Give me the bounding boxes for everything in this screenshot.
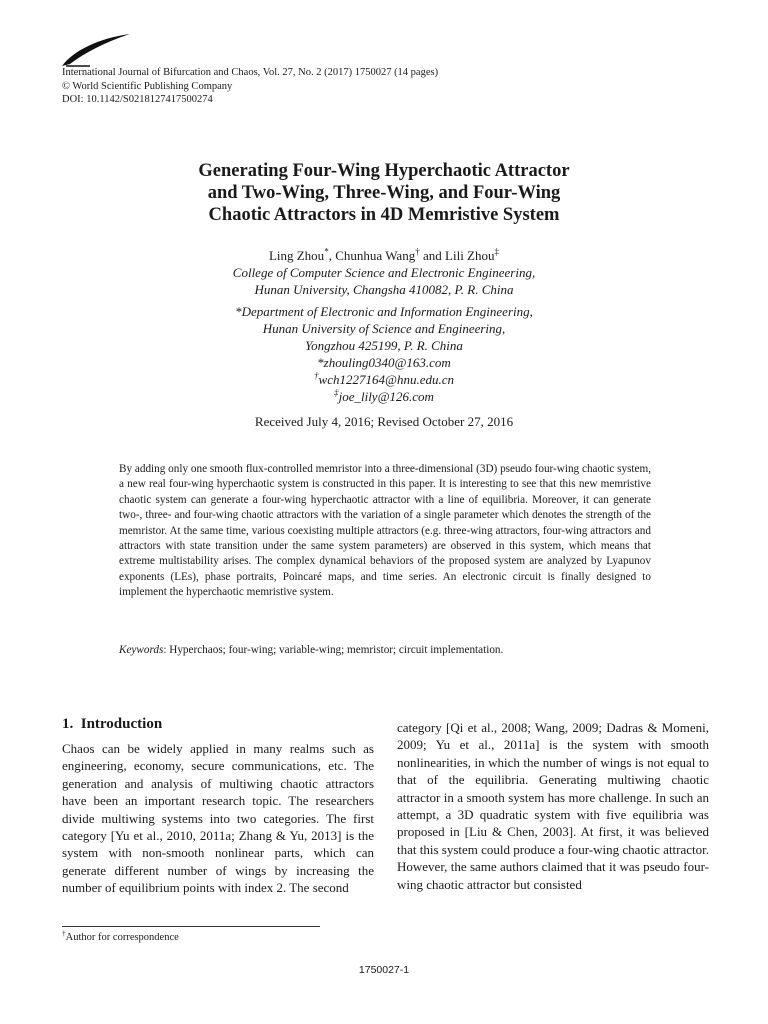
affiliation: *Department of Electronic and Information Engineering, [235,304,533,319]
title-line: Chaotic Attractors in 4D Memristive System [208,205,560,225]
affiliation: Hunan University, Changsha 410082, P. R. China [254,282,514,297]
authors-block [0,247,768,405]
affiliation: College of Computer Science and Electronic Engineering, [232,265,536,280]
section-heading [62,716,162,733]
affiliation: Yongzhou 425199, P. R. China [305,338,463,353]
journal-citation: International Journal of Bifurcation and Chaos, Vol. 27, No. 2 (2017) 1750027 (14 pages) [62,67,439,78]
journal-copyright: © World Scientific Publishing Company [62,80,233,92]
abstract [119,462,651,601]
email-address[interactable]: joe_lily@126.com [338,389,434,404]
footnote-divider [62,926,320,927]
email[interactable] [0,371,768,388]
journal-header [62,66,438,107]
author-name: Ling Zhou [268,248,325,263]
author-mark: * [324,246,329,257]
keywords-text: : Hyperchaos; four-wing; variable-wing; memristor; circuit implementation. [163,644,504,656]
received-dates: Received July 4, 2016; Revised October 27, 2016 [254,414,514,429]
journal-doi[interactable]: DOI: 10.1142/S0218127417500274 [62,94,213,105]
footnote-mark: † [62,928,66,938]
section-number: 1. [62,716,74,732]
footnote [62,928,179,943]
publisher-logo-icon [60,30,132,70]
email-mark: † [314,370,319,381]
email-mark: ‡ [334,387,339,398]
body-column-left: Chaos can be widely applied in many realms such as engineering, economy, secure communications, etc. The generation and analysis of multiwing chaotic attractors have been an important research topic. The researchers divide multiwing systems into two categories. The first category [Yu et al., 2010, 2011a; Zhang & Yu, 2013] is the system with non-smooth nonlinear parts, which can generate different number of wings by increasing the number of equilibrium points with index 2. The second [62,741,374,896]
author-name: Chunhua Wang [335,248,416,263]
title-line: and Two-Wing, Three-Wing, and Four-Wing [207,183,561,203]
author-mark: ‡ [494,246,500,257]
author-mark: † [415,246,420,257]
keywords [119,643,651,658]
footnote-text: Author for correspondence [65,932,179,943]
title-line: Generating Four-Wing Hyperchaotic Attractor [198,161,570,181]
abstract-text: By adding only one smooth flux-controlled memristor into a three-dimensional (3D) pseudo four-wing chaotic system, a new real four-wing hyperchaotic system is constructed in this paper. It is interesting to see that this new memristive chaotic system can generate a four-wing hyperchaotic attractor with a line of equilibria. Moreover, it can generate two-, three- and four-wing chaotic attractors with the variation of a single parameter which denotes the strength of the memristor. At the same time, various coexisting multiple attractors (e.g. three-wing attractors, four-wing attractors and attractors with state transition under the same system parameters) are observed in this system, which means that extreme multistability arises. The complex dynamical behaviors of the proposed system are analyzed by Lyapunov exponents (LEs), phase portraits, Poincaré maps, and time series. An electronic circuit is finally designed to implement the hyperchaotic memristive system. [119,463,651,599]
author-list [0,247,768,264]
author-separator: , [328,248,336,263]
author-separator: and [419,248,446,263]
body-column-right: category [Qi et al., 2008; Wang, 2009; Dadras & Momeni, 2009; Yu et al., 2011a] is the system with smooth nonlinearities, in which the number of wings is not equal to that of the equilibria. Generating multiwing chaotic attractor in a smooth system has more challenge. In such an attempt, a 3D quadratic system with five equilibria was proposed in [Liu & Chen, 2003]. At first, it was believed that this system could produce a four-wing chaotic attractor. However, the same authors claimed that it was pseudo four-wing chaotic attractor but consisted [397,720,710,892]
author-name: Lili Zhou [445,248,495,263]
email-address[interactable]: wch1227164@hnu.edu.cn [318,372,454,387]
page-number: 1750027-1 [358,964,410,976]
paper-title [0,160,768,226]
email[interactable] [0,388,768,405]
keywords-label: Keywords [119,644,164,656]
email[interactable]: *zhouling0340@163.com [317,355,451,370]
section-title: Introduction [80,716,163,732]
affiliation: Hunan University of Science and Engineering, [262,321,506,336]
